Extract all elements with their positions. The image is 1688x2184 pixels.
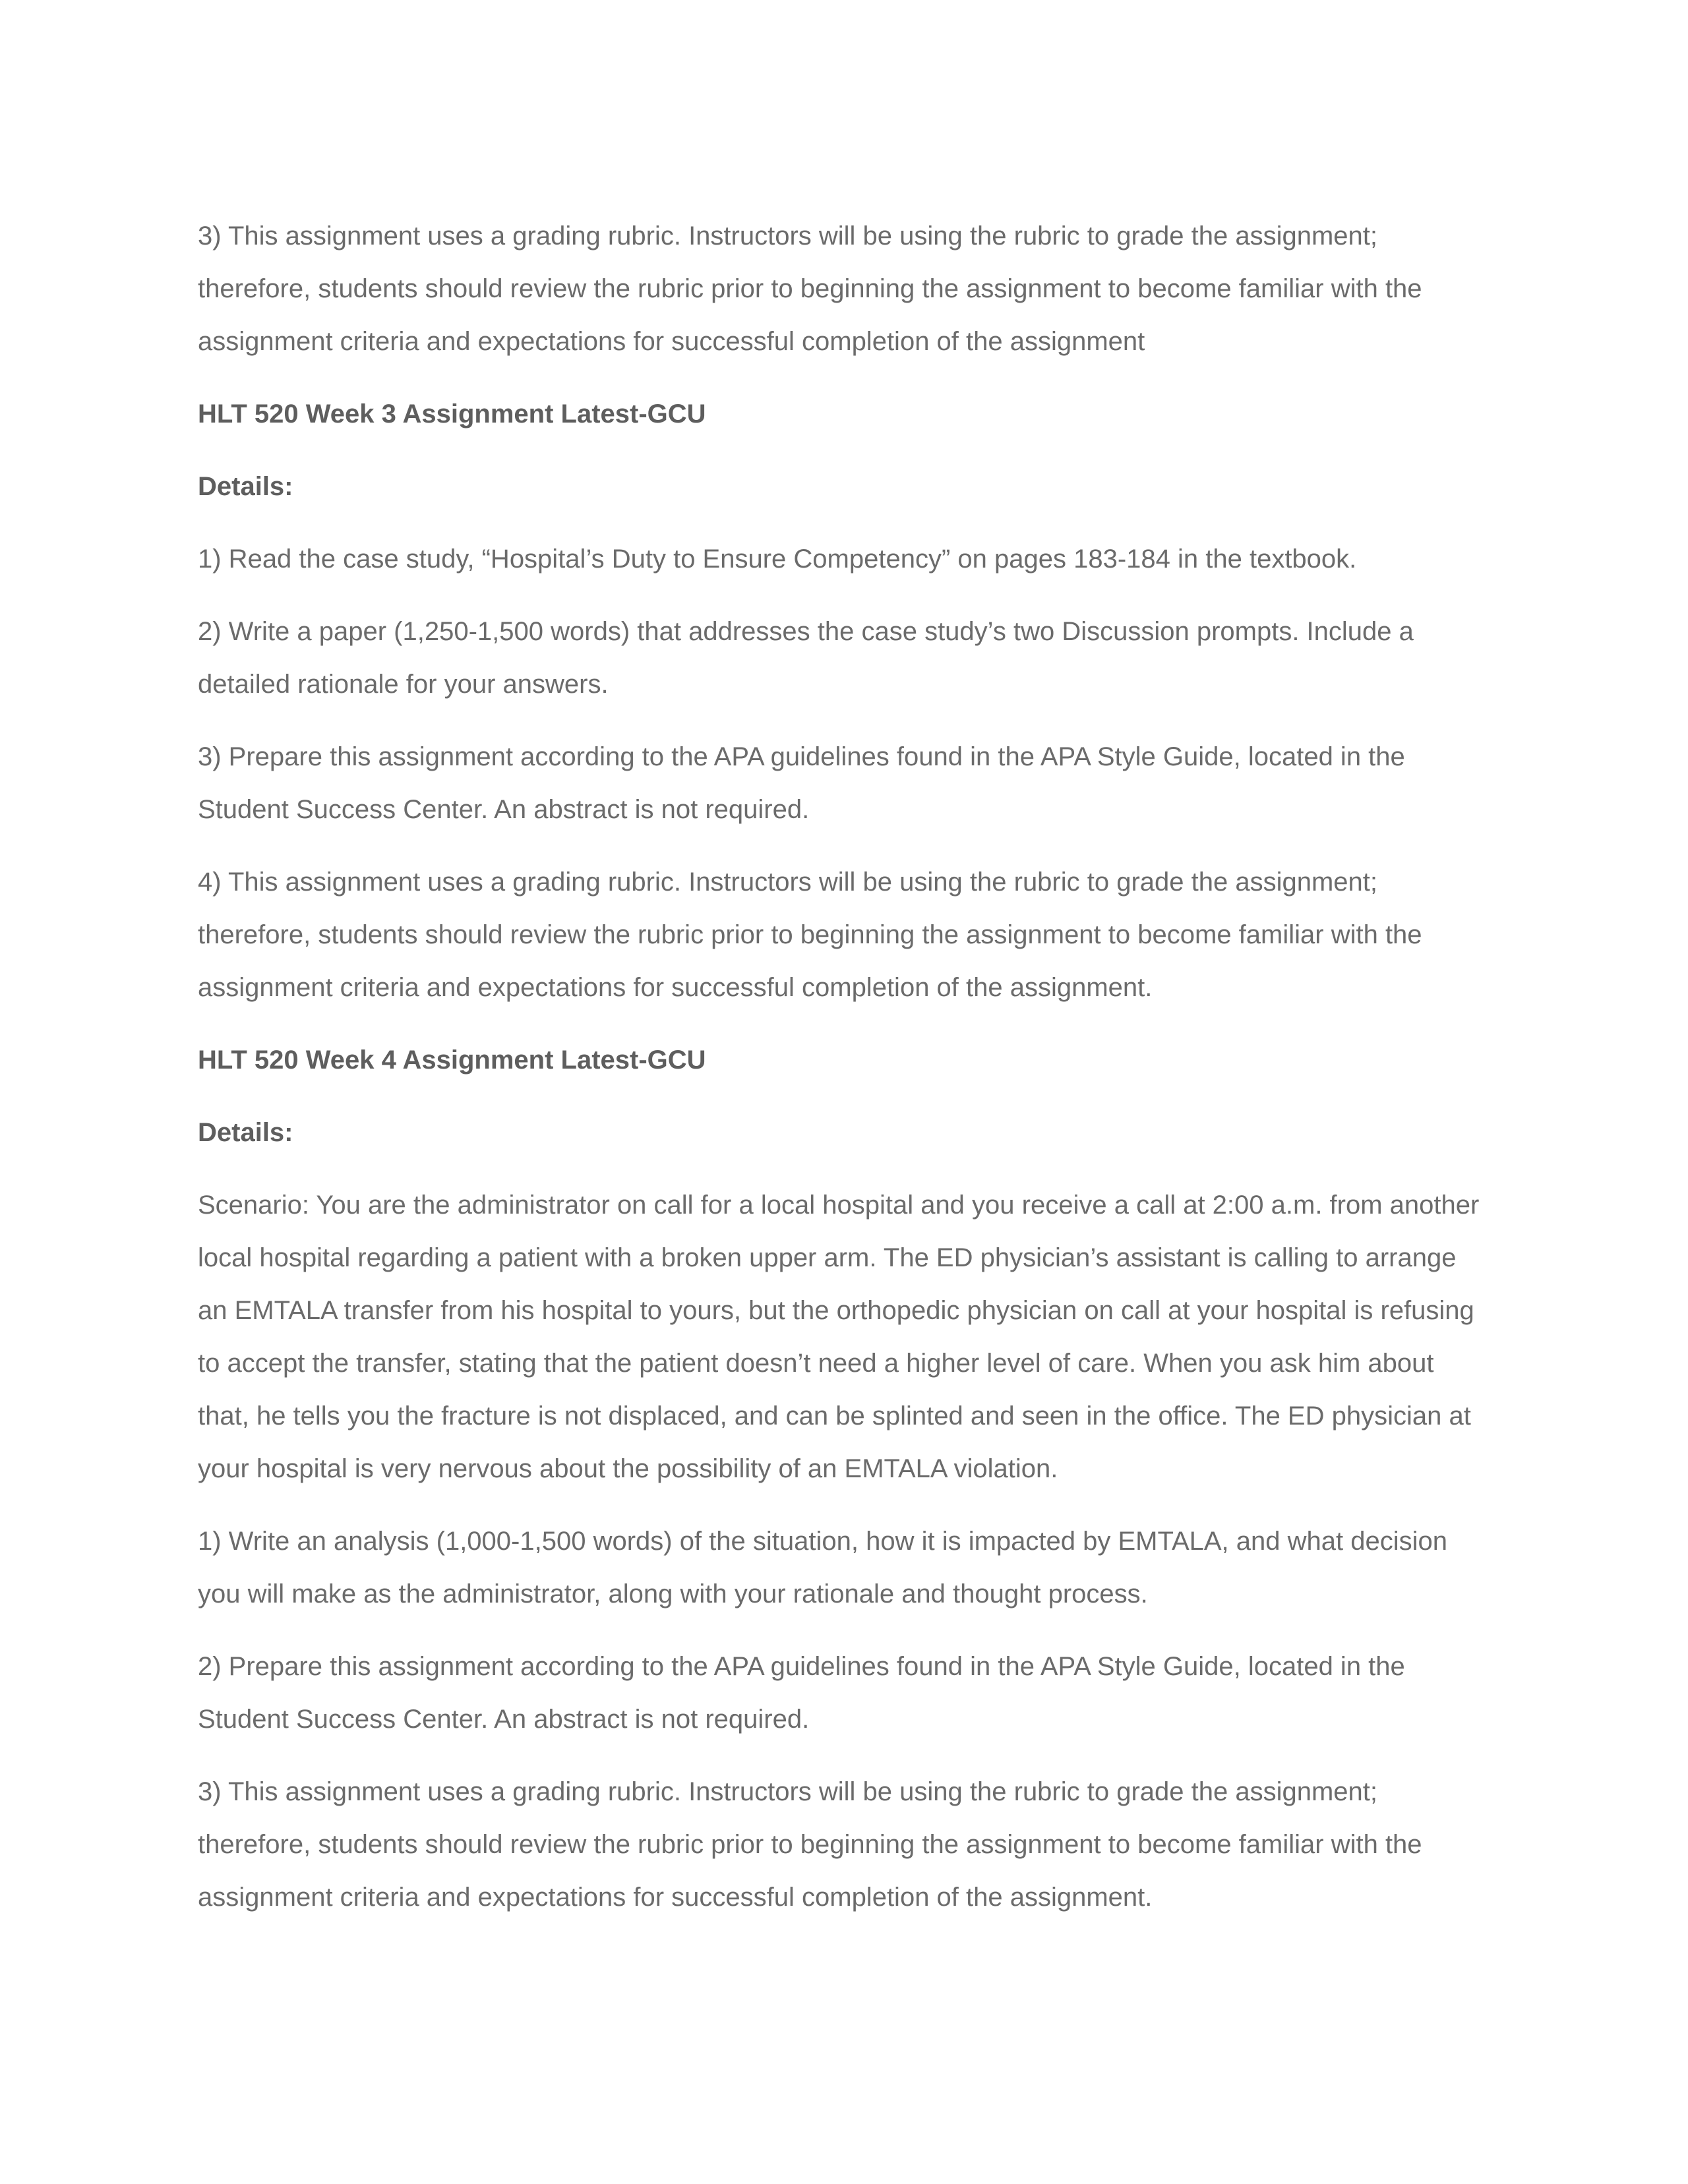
paragraph-week4-item-3: 3) This assignment uses a grading rubric. Instructors will be using the rubric to grade the assignment; therefore, students should review the rubric prior to beginning the assignment to become familiar with the assignment criteria and expectations for successful completion of the assignment.	[198, 1777, 1422, 1912]
heading-week4-details: Details:	[198, 1118, 293, 1147]
paragraph-week2-rubric: 3) This assignment uses a grading rubric. Instructors will be using the rubric to grade the assignment; therefore, students should review the rubric prior to beginning the assignment to become familiar with the assignment criteria and expectations for successful completion of the assignment	[198, 221, 1422, 356]
paragraph-week3-item-3: 3) Prepare this assignment according to the APA guidelines found in the APA Style Guide, located in the Student Success Center. An abstract is not required.	[198, 742, 1405, 824]
paragraph-week3-item-4: 4) This assignment uses a grading rubric. Instructors will be using the rubric to grade the assignment; therefore, students should review the rubric prior to beginning the assignment to become familiar with the assignment criteria and expectations for successful completion of the assignment.	[198, 868, 1422, 1002]
paragraph-week3-item-1: 1) Read the case study, “Hospital’s Duty to Ensure Competency” on pages 183-184 in the textbook.	[198, 545, 1357, 574]
heading-week3-assignment: HLT 520 Week 3 Assignment Latest-GCU	[198, 399, 706, 428]
heading-week3-details: Details:	[198, 472, 293, 501]
document-page	[198, 210, 1490, 1943]
paragraph-week3-item-2: 2) Write a paper (1,250-1,500 words) that addresses the case study’s two Discussion prompts. Include a detailed rationale for your answers.	[198, 617, 1414, 699]
heading-week4-assignment: HLT 520 Week 4 Assignment Latest-GCU	[198, 1046, 706, 1075]
paragraph-week4-scenario: Scenario: You are the administrator on call for a local hospital and you receive a call at 2:00 a.m. from another local hospital regarding a patient with a broken upper arm. The ED physician’s assistant is calling to arrange an EMTALA transfer from his hospital to yours, but the orthopedic physician on call at your hospital is refusing to accept the transfer, stating that the patient doesn’t need a higher level of care. When you ask him about that, he tells you the fracture is not displaced, and can be splinted and seen in the office. The ED physician at your hospital is very nervous about the possibility of an EMTALA violation.	[198, 1191, 1480, 1483]
paragraph-week4-item-2: 2) Prepare this assignment according to the APA guidelines found in the APA Style Guide, located in the Student Success Center. An abstract is not required.	[198, 1652, 1405, 1734]
paragraph-week4-item-1: 1) Write an analysis (1,000-1,500 words) of the situation, how it is impacted by EMTALA, and what decision you will make as the administrator, along with your rationale and thought process.	[198, 1527, 1447, 1608]
